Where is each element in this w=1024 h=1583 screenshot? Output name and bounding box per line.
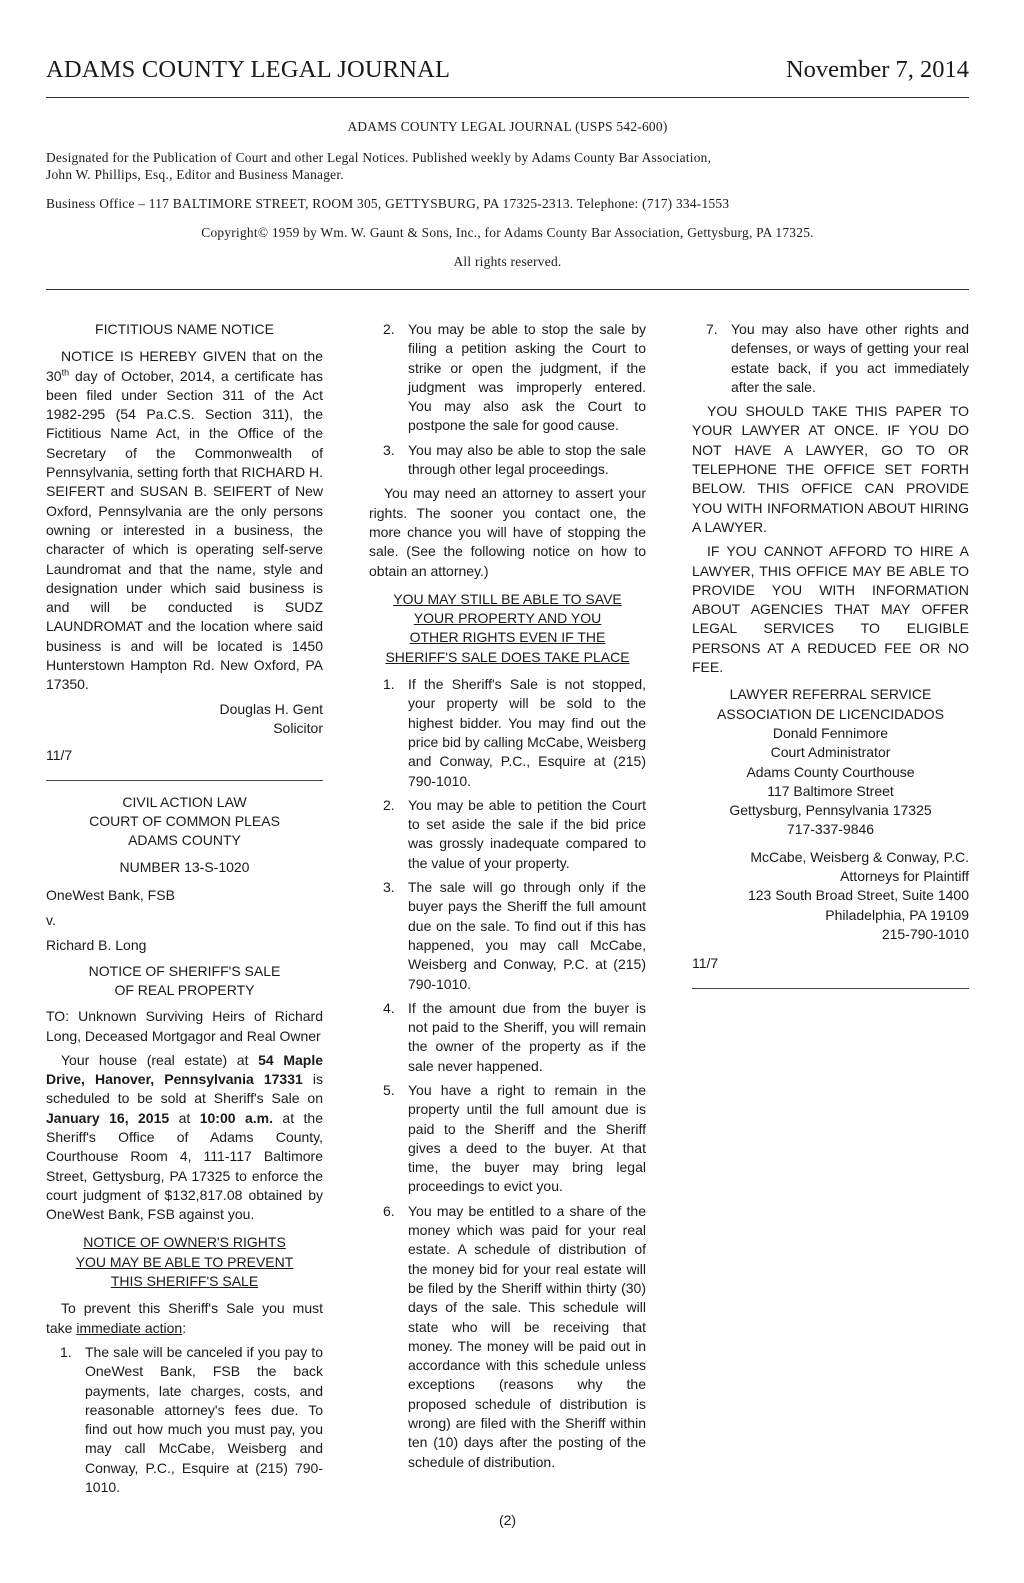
civil-heading-2: COURT OF COMMON PLEAS [89,812,280,829]
referral-role: Court Administrator [770,744,891,761]
masthead-business-office: Business Office – 117 BALTIMORE STREET, ROOM 305, GETTYSBURG, PA 17325-2313. Telephone: (717) 334-1553 [46,196,730,211]
masthead-editor: John W. Phillips, Esq., Editor and Business Manager. [46,167,344,182]
still-title-2: YOUR PROPERTY AND YOU [413,610,602,627]
fictitious-signer: Douglas H. Gent [219,700,323,717]
owner-rights-title-1: NOTICE OF OWNER'S RIGHTS [83,1234,286,1251]
civil-heading-1: CIVIL ACTION LAW [122,793,247,810]
prevent-item-3: 3. You may also be able to stop the sale through other legal proceedings. [383,441,646,478]
firm-phone: 215-790-1010 [881,925,969,942]
after-sale-item-4: 4. If the amount due from the buyer is not paid to the Sheriff, you will remain the owner of the property as if the sale never happened. [383,999,646,1074]
fictitious-title: FICTITIOUS NAME NOTICE [95,321,274,337]
firm-street: 123 South Broad Street, Suite 1400 [747,887,969,904]
masthead-rule [46,289,969,290]
after-sale-list-cont [692,320,969,397]
sale-notice-title-1: NOTICE OF SHERIFF'S SALE [88,962,281,979]
sale-notice-date: 11/7 [692,955,719,972]
attorney-note: You may need an attorney to assert your rights. The sooner you contact one, the more chance you will have of stopping the sale. (See the following notice on how to obtain an attorney.) [369,485,646,579]
after-sale-item-1: 1. If the Sheriff's Sale is not stopped, your property will be sold to the highest bidder. You may find out the price bid by calling McCabe, Weisberg and Conway, P.C., Esquire at (215) 790-1010. [383,676,646,789]
masthead-usps: ADAMS COUNTY LEGAL JOURNAL (USPS 542-600) [347,119,668,134]
after-sale-list [369,675,646,1472]
referral-street: 117 Baltimore Street [767,782,894,799]
prevent-intro: To prevent this Sheriff's Sale you must take immediate action: [46,1300,323,1336]
column-2 [369,320,646,1477]
firm-name: McCabe, Weisberg & Conway, P.C. [750,848,969,865]
sale-notice-to: TO: Unknown Surviving Heirs of Richard Long, Deceased Mortgagor and Real Owner [46,1008,323,1044]
case-number: NUMBER 13-S-1020 [119,859,250,876]
referral-phone: 717-337-9846 [786,821,875,838]
referral-name: Donald Fennimore [772,724,889,741]
prevent-list [46,1343,323,1497]
sale-notice-title-2: OF REAL PROPERTY [114,981,255,998]
lawyer-notice: YOU SHOULD TAKE THIS PAPER TO YOUR LAWYER AT ONCE. IF YOU DO NOT HAVE A LAWYER, GO TO OR TELEPHONE THE OFFICE SET FORTH BELOW. THIS OFFICE CAN PROVIDE YOU WITH INFORMATION ABOUT HIRING A LAWYER. [692,403,969,535]
header-rule [46,97,969,98]
still-title-1: YOU MAY STILL BE ABLE TO SAVE [393,590,622,607]
plaintiff: OneWest Bank, FSB [46,886,175,903]
journal-title: ADAMS COUNTY LEGAL JOURNAL [46,56,451,83]
column-3 [692,320,969,1001]
journal-page [46,0,969,1583]
issue-date: November 7, 2014 [785,56,969,83]
column-1 [46,320,323,1502]
firm-role: Attorneys for Plaintiff [840,868,969,885]
versus: v. [46,912,56,929]
notice-divider [46,780,323,781]
masthead-rights: All rights reserved. [453,254,562,269]
masthead-copyright: Copyright© 1959 by Wm. W. Gaunt & Sons, Inc., for Adams County Bar Association, Gettysburg, PA 17325. [201,225,814,240]
prevent-item-1: 1. The sale will be canceled if you pay to OneWest Bank, FSB the back payments, late charges, costs, and reasonable attorney's fees due. To find out how much you must pay, you may call McCabe, Weisberg and Conway, P.C., Esquire at (215) 790-1010. [60,1343,323,1496]
fictitious-signer-title: Solicitor [273,719,323,736]
after-sale-item-7: 7. You may also have other rights and defenses, or ways of getting your real estate back, if you act immediately after the sale. [706,321,969,395]
after-sale-item-3: 3. The sale will go through only if the buyer pays the Sheriff the full amount due on the sale. To find out if this has happened, you may call McCabe, Weisberg and Conway, P.C. at (215) 790-1010. [383,879,646,992]
after-sale-item-6: 6. You may be entitled to a share of the money which was paid for your real estate. A schedule of distribution of the money bid for your real estate will be filed by the Sheriff within thirty (30) days of the sale. This schedule will state who will be receiving that money. The money will be paid out in accordance with this schedule unless exceptions (reasons why the proposed schedule of distribution is wrong) are filed with the Sheriff within ten (10) days after the posting of the schedule of distribution. [383,1202,646,1470]
afford-notice: IF YOU CANNOT AFFORD TO HIRE A LAWYER, THIS OFFICE MAY BE ABLE TO PROVIDE YOU WITH INFORMATION ABOUT AGENCIES THAT MAY OFFER LEGAL SERVICES TO ELIGIBLE PERSONS AT A REDUCED FEE OR NO FEE. [692,543,969,676]
end-divider [692,988,969,989]
defendant: Richard B. Long [46,937,147,954]
running-header [46,56,969,88]
firm-city: Philadelphia, PA 19109 [825,906,969,923]
referral-building: Adams County Courthouse [746,763,915,780]
fictitious-body: NOTICE IS HEREBY GIVEN that on the 30th day of October, 2014, a certificate has been filed under Section 311 of the Act 1982-295 (54 Pa.C.S. Section 311), the Fictitious Name Act, in the Office of the Secretary of the Commonwealth of Pennsylvania, setting forth that RICHARD H. SEIFERT and SUSAN B. SEIFERT of New Oxford, Pennsylvania are the only persons owning or interested in a business, the character of which is operating self-serve Laundromat and that the name, style and designation under which said business is and will be conducted is SUDZ LAUNDROMAT and the location where said business is and will be located is 1450 Hunterstown Hampton Rd. New Oxford, PA 17350. [46,348,324,693]
sale-notice-body: Your house (real estate) at 54 Maple Drive, Hanover, Pennsylvania 17331 is scheduled to be sold at Sheriff's Sale on January 16, 2015 at 10:00 a.m. at the Sheriff's Office of Adams County, Courthouse Room 4, 111-117 Baltimore Street, Gettysburg, PA 17325 to enforce the court judgment of $132,817.08 obtained by OneWest Bank, FSB against you. [46,1051,323,1223]
referral-association: ASSOCIATION DE LICENCIDADOS [717,705,944,722]
still-title-4: SHERIFF'S SALE DOES TAKE PLACE [385,648,630,665]
after-sale-item-5: 5. You have a right to remain in the property until the full amount due is paid to the Sheriff and the Sheriff gives a deed to the buyer. At that time, the buyer may bring legal proceedings to evict you. [383,1081,646,1195]
prevent-list-cont [369,320,646,479]
after-sale-item-2: 2. You may be able to petition the Court to set aside the sale if the bid price was grossly inadequate compared to the value of your property. [383,796,646,871]
masthead-designation: Designated for the Publication of Court and other Legal Notices. Published weekly by Adams County Bar Association, [46,150,712,165]
owner-rights-title-3: THIS SHERIFF'S SALE [110,1273,259,1290]
referral-title: LAWYER REFERRAL SERVICE [729,686,932,703]
page-number: (2) [498,1512,517,1528]
still-title-3: OTHER RIGHTS EVEN IF THE [409,629,606,646]
masthead [46,118,969,270]
civil-heading-3: ADAMS COUNTY [128,832,241,849]
fictitious-date: 11/7 [46,747,73,764]
prevent-item-2: 2. You may be able to stop the sale by filing a petition asking the Court to strike or open the judgment, if the judgment was improperly entered. You may also ask the Court to postpone the sale for good cause. [383,321,646,434]
owner-rights-title-2: YOU MAY BE ABLE TO PREVENT [75,1253,294,1270]
referral-city: Gettysburg, Pennsylvania 17325 [729,802,932,819]
